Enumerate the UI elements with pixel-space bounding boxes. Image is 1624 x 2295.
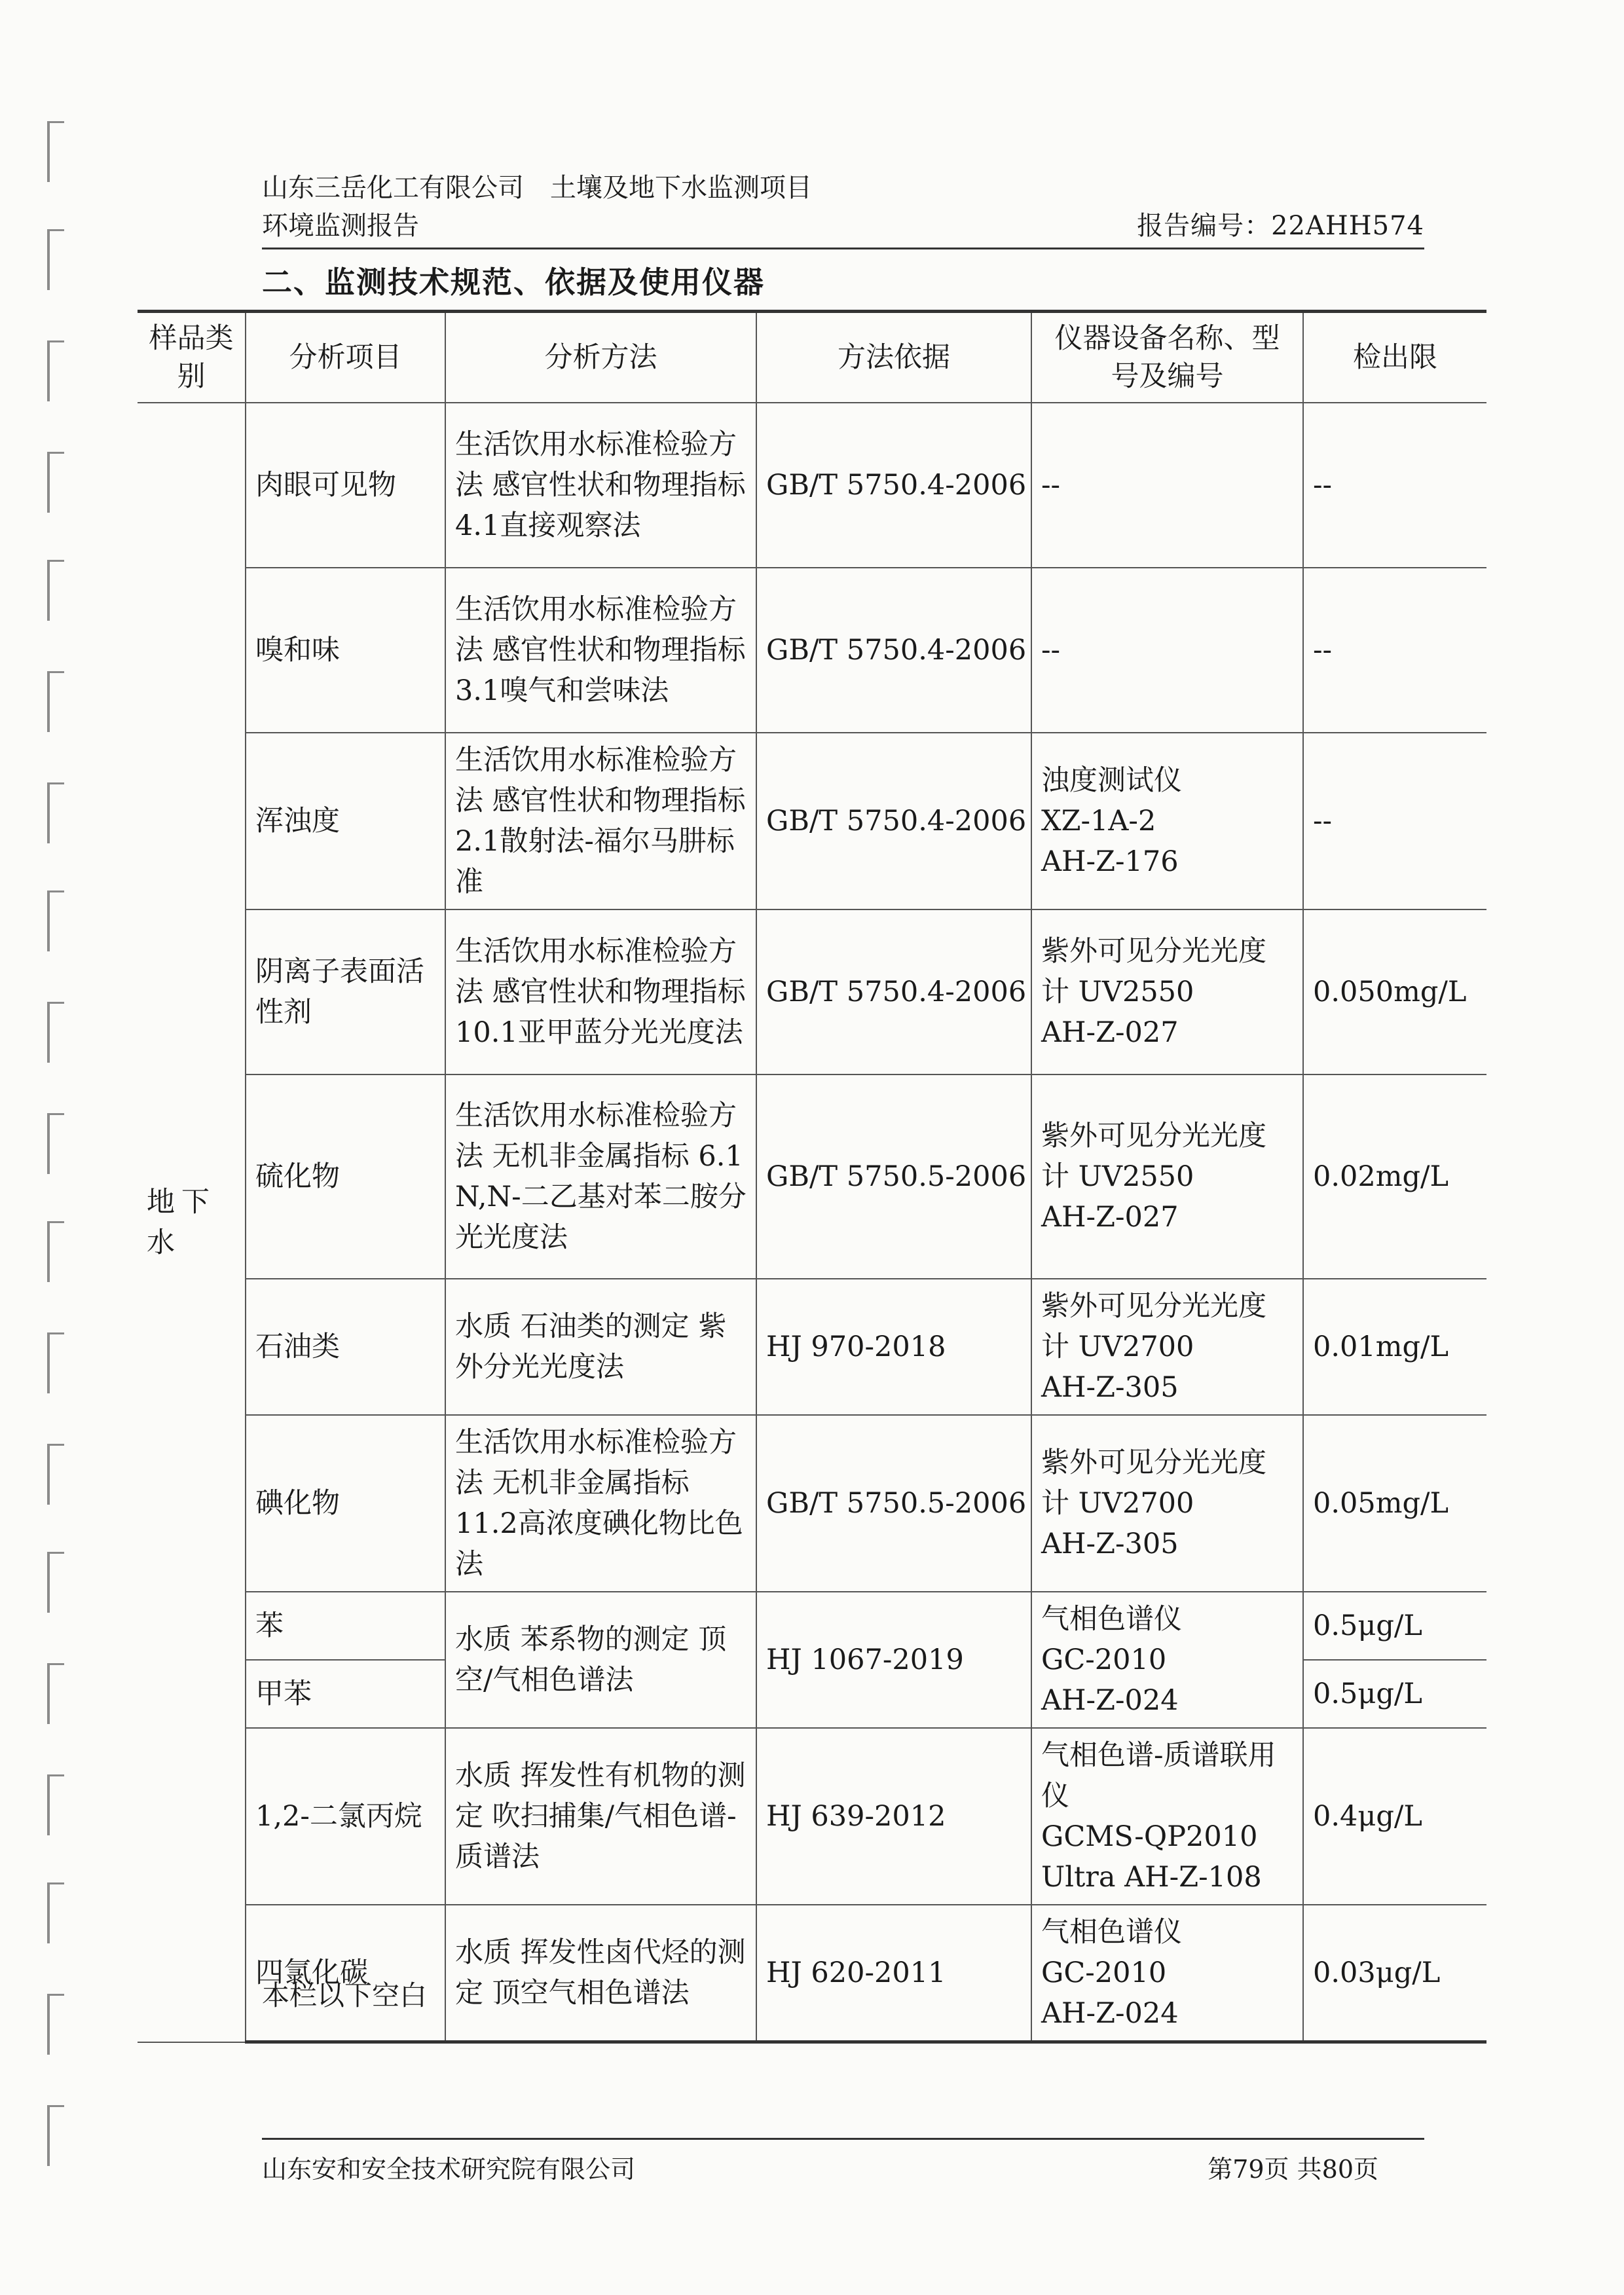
method-basis: GB/T 5750.4-2006 — [756, 909, 1031, 1074]
header-method: 分析方法 — [445, 312, 756, 403]
analysis-item: 硫化物 — [246, 1074, 445, 1279]
instrument-line: XZ-1A-2 — [1041, 805, 1156, 837]
detection-limit: -- — [1303, 733, 1486, 909]
detection-limit: 0.4μg/L — [1303, 1728, 1486, 1905]
analysis-item: 四氯化碳 — [246, 1905, 445, 2042]
binder-mark — [47, 1002, 64, 1063]
table-row — [138, 1905, 1486, 2042]
analysis-method: 水质 石油类的测定 紫外分光光度法 — [445, 1279, 756, 1415]
header-item: 分析项目 — [246, 312, 445, 403]
binder-mark — [47, 1444, 64, 1505]
analysis-item: 肉眼可见物 — [246, 403, 445, 568]
instrument — [1031, 1279, 1303, 1415]
analysis-item: 甲苯 — [246, 1660, 445, 1728]
binder-mark — [47, 560, 64, 621]
binder-mark — [47, 121, 64, 182]
instrument-line: AH-Z-027 — [1041, 1201, 1179, 1234]
binder-mark — [47, 1774, 64, 1835]
method-basis: GB/T 5750.4-2006 — [756, 733, 1031, 909]
binder-mark — [47, 1113, 64, 1174]
binder-mark — [47, 229, 64, 290]
header-instrument: 仪器设备名称、型号及编号 — [1031, 312, 1303, 403]
table-row — [138, 568, 1486, 733]
instrument-line: -- — [1041, 469, 1061, 502]
table-row — [138, 1279, 1486, 1415]
method-basis: HJ 639-2012 — [756, 1728, 1031, 1905]
analysis-item: 浑浊度 — [246, 733, 445, 909]
detection-limit: 0.5μg/L — [1303, 1660, 1486, 1728]
analysis-method: 生活饮用水标准检验方法 感官性状和物理指标 10.1亚甲蓝分光光度法 — [445, 909, 756, 1074]
analysis-item: 碘化物 — [246, 1415, 445, 1592]
report-type-line — [262, 205, 1424, 244]
instrument-line: 紫外可见分光光度计 UV2550 — [1041, 1120, 1266, 1193]
binder-mark — [47, 2105, 64, 2166]
instrument-line: GC-2010 — [1041, 1956, 1167, 1989]
detection-limit: 0.01mg/L — [1303, 1279, 1486, 1415]
binder-mark — [47, 1332, 64, 1393]
instrument-line: GC-2010 — [1041, 1643, 1167, 1676]
instrument-line: 紫外可见分光光度计 UV2700 — [1041, 1290, 1266, 1363]
instrument — [1031, 1728, 1303, 1905]
table-row — [138, 733, 1486, 909]
instrument-line: AH-Z-305 — [1041, 1528, 1179, 1560]
instrument-line: AH-Z-305 — [1041, 1371, 1179, 1404]
instrument-line: AH-Z-024 — [1041, 1684, 1179, 1717]
instrument-line: -- — [1041, 634, 1061, 667]
instrument-line: GCMS-QP2010 — [1041, 1820, 1258, 1853]
analysis-method: 水质 苯系物的测定 顶空/气相色谱法 — [445, 1592, 756, 1728]
instrument — [1031, 403, 1303, 568]
method-basis: GB/T 5750.4-2006 — [756, 568, 1031, 733]
binder-mark — [47, 452, 64, 513]
analysis-item: 石油类 — [246, 1279, 445, 1415]
instrument-line: AH-Z-024 — [1041, 1997, 1179, 2030]
analysis-method: 生活饮用水标准检验方法 无机非金属指标 6.1 N,N-二乙基对苯二胺分光光度法 — [445, 1074, 756, 1279]
analysis-method: 生活饮用水标准检验方法 无机非金属指标 11.2高浓度碘化物比色法 — [445, 1415, 756, 1592]
instrument — [1031, 1074, 1303, 1279]
table-row — [138, 1074, 1486, 1279]
header-category: 样品类别 — [138, 312, 246, 403]
binder-mark — [47, 782, 64, 843]
instrument — [1031, 909, 1303, 1074]
header-rule — [262, 248, 1424, 249]
instrument-line: 紫外可见分光光度计 UV2700 — [1041, 1446, 1266, 1520]
blank-below-note: 本栏以下空白 — [262, 1979, 428, 2011]
method-basis: HJ 970-2018 — [756, 1279, 1031, 1415]
detection-limit: 0.02mg/L — [1303, 1074, 1486, 1279]
analysis-method: 生活饮用水标准检验方法 感官性状和物理指标 3.1嗅气和尝味法 — [445, 568, 756, 733]
instrument — [1031, 733, 1303, 909]
analysis-item: 阴离子表面活性剂 — [246, 909, 445, 1074]
detection-limit: 0.03μg/L — [1303, 1905, 1486, 2042]
detection-limit: 0.050mg/L — [1303, 909, 1486, 1074]
instrument-line: 气相色谱-质谱联用仪 — [1041, 1739, 1276, 1812]
method-basis: GB/T 5750.4-2006 — [756, 403, 1031, 568]
binder-mark — [47, 890, 64, 951]
binder-mark — [47, 1221, 64, 1282]
instrument-line: AH-Z-027 — [1041, 1016, 1179, 1049]
detection-limit: 0.05mg/L — [1303, 1415, 1486, 1592]
analysis-item: 嗅和味 — [246, 568, 445, 733]
instrument — [1031, 1905, 1303, 2042]
instrument-line: 紫外可见分光光度计 UV2550 — [1041, 935, 1266, 1008]
method-basis: HJ 1067-2019 — [756, 1592, 1031, 1728]
detection-limit: -- — [1303, 403, 1486, 568]
analysis-method: 水质 挥发性卤代烃的测定 顶空气相色谱法 — [445, 1905, 756, 2042]
binder-mark — [47, 1994, 64, 2055]
report-number: 报告编号：22AHH574 — [1137, 211, 1424, 241]
header-basis: 方法依据 — [756, 312, 1031, 403]
table-row — [138, 403, 1486, 568]
footer-rule — [262, 2138, 1424, 2140]
table-header-row — [138, 312, 1486, 403]
binder-mark — [47, 671, 64, 732]
table-row — [138, 1592, 1486, 1660]
monitoring-methods-table — [138, 310, 1486, 2044]
instrument — [1031, 568, 1303, 733]
table-row — [138, 1728, 1486, 1905]
instrument — [1031, 1592, 1303, 1728]
instrument-line: 气相色谱仪 — [1041, 1603, 1182, 1636]
detection-limit: 0.5μg/L — [1303, 1592, 1486, 1660]
binder-mark — [47, 1882, 64, 1943]
analysis-method: 水质 挥发性有机物的测定 吹扫捕集/气相色谱-质谱法 — [445, 1728, 756, 1905]
company-project: 山东三岳化工有限公司 土壤及地下水监测项目 — [262, 173, 812, 203]
detection-limit: -- — [1303, 568, 1486, 733]
analysis-item: 1,2-二氯丙烷 — [246, 1728, 445, 1905]
instrument-line: 浊度测试仪 — [1041, 764, 1182, 797]
sample-category: 地下水 — [138, 403, 246, 2042]
instrument-line: AH-Z-176 — [1041, 845, 1179, 878]
report-type: 环境监测报告 — [262, 211, 419, 241]
page-header — [262, 167, 1424, 244]
instrument — [1031, 1415, 1303, 1592]
analysis-method: 生活饮用水标准检验方法 感官性状和物理指标 4.1直接观察法 — [445, 403, 756, 568]
instrument-line: 气相色谱仪 — [1041, 1916, 1182, 1949]
header-limit: 检出限 — [1303, 312, 1486, 403]
table-row — [138, 1415, 1486, 1592]
method-basis: GB/T 5750.5-2006 — [756, 1074, 1031, 1279]
binder-mark — [47, 1552, 64, 1613]
binder-mark — [47, 1663, 64, 1724]
analysis-item: 苯 — [246, 1592, 445, 1660]
method-basis: GB/T 5750.5-2006 — [756, 1415, 1031, 1592]
footer-organization: 山东安和安全技术研究院有限公司 — [262, 2155, 636, 2184]
method-basis: HJ 620-2011 — [756, 1905, 1031, 2042]
binder-mark — [47, 340, 64, 401]
page-number: 第79页 共80页 — [1208, 2155, 1378, 2184]
table-row — [138, 909, 1486, 1074]
analysis-method: 生活饮用水标准检验方法 感官性状和物理指标 2.1散射法-福尔马肼标准 — [445, 733, 756, 909]
section-title: 二、监测技术规范、依据及使用仪器 — [262, 265, 765, 300]
instrument-line: Ultra AH-Z-108 — [1041, 1861, 1262, 1894]
